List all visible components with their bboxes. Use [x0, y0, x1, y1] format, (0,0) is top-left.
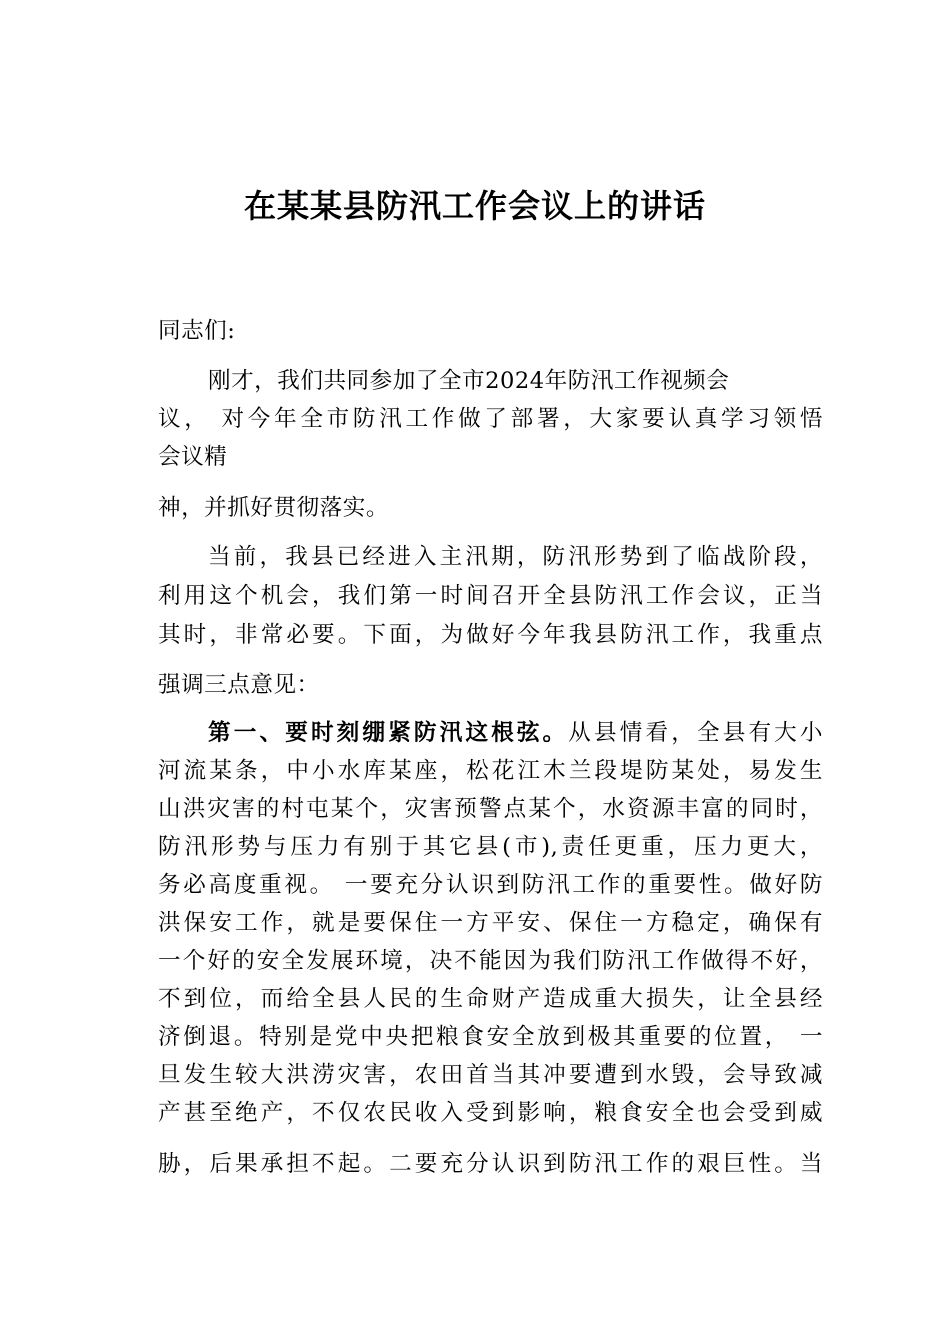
paragraph-line: 不到位，而给全县人民的生命财产造成重大损失，让全县经: [158, 986, 823, 1012]
paragraph-line: 当前，我县已经进入主汛期，防汛形势到了临战阶段，: [208, 544, 823, 570]
paragraph-line: 神，并抓好贯彻落实。: [158, 495, 389, 521]
paragraph-line: 强调三点意见：: [158, 672, 320, 698]
paragraph-line: 务必高度重视。 一要充分认识到防汛工作的重要性。做好防: [158, 872, 823, 898]
paragraph-line: 议， 对今年全市防汛工作做了部署，大家要认真学习领悟: [158, 406, 823, 432]
paragraph-line: 产甚至绝产，不仅农民收入受到影响，粮食安全也会受到威: [158, 1100, 823, 1126]
paragraph-line: 山洪灾害的村屯某个，灾害预警点某个，水资源丰富的同时，: [158, 796, 823, 822]
paragraph-line: 胁，后果承担不起。二要充分认识到防汛工作的艰巨性。当: [158, 1151, 823, 1177]
section-1-heading: 第一、要时刻绷紧防汛这根弦。: [208, 720, 569, 746]
paragraph-line: 济倒退。特别是党中央把粮食安全放到极其重要的位置， 一: [158, 1024, 823, 1050]
paragraph-line: 防汛形势与压力有别于其它县(市),责任更重，压力更大，: [158, 834, 823, 860]
greeting: 同志们:: [158, 318, 236, 344]
paragraph-line: 其时，非常必要。下面，为做好今年我县防汛工作，我重点: [158, 622, 823, 648]
paragraph-line: 会议精: [158, 444, 228, 470]
paragraph-line: 洪保安工作，就是要保住一方平安、保住一方稳定，确保有: [158, 910, 823, 936]
paragraph-line: 一个好的安全发展环境，决不能因为我们防汛工作做得不好，: [158, 948, 823, 974]
document-title: 在某某县防汛工作会议上的讲话: [243, 187, 706, 225]
paragraph-line: 利用这个机会，我们第一时间召开全县防汛工作会议，正当: [158, 583, 823, 609]
section-1-text: 从县情看，全县有大小: [568, 720, 824, 746]
paragraph-line: 河流某条，中小水库某座，松花江木兰段堤防某处，易发生: [158, 758, 823, 784]
paragraph-line: 刚才，我们共同参加了全市2024年防汛工作视频会: [208, 368, 730, 394]
paragraph-line: 旦发生较大洪涝灾害，农田首当其冲要遭到水毁，会导致减: [158, 1062, 823, 1088]
